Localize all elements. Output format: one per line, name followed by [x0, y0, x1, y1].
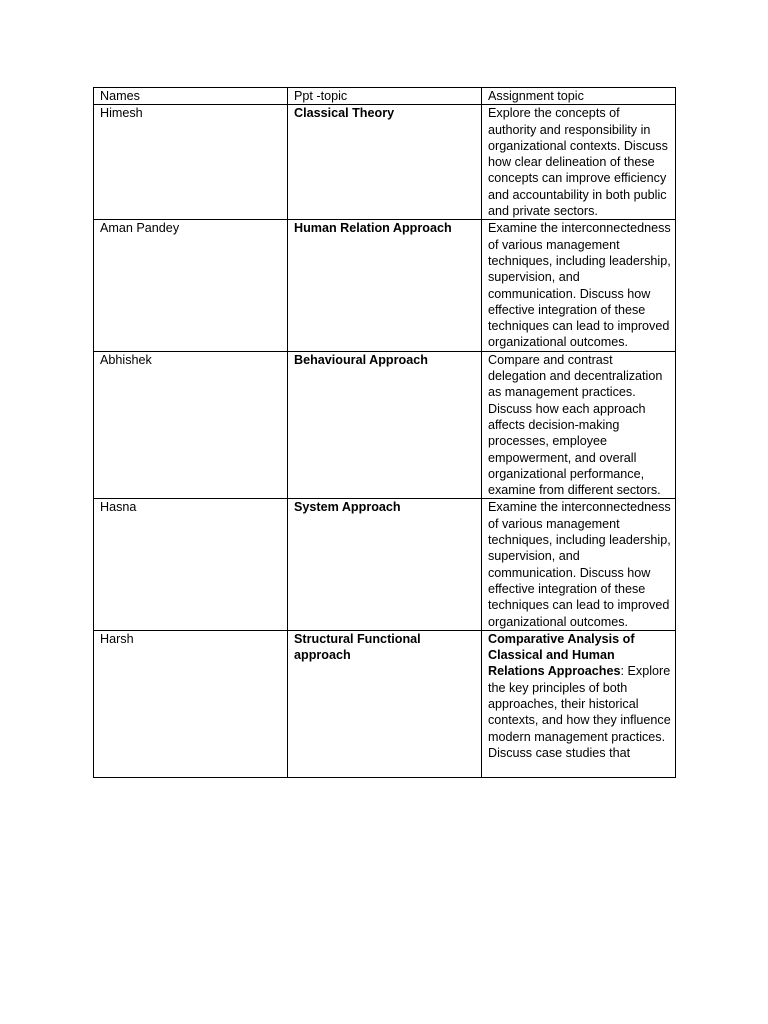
student-name: Aman Pandey — [100, 221, 180, 236]
student-name: Himesh — [100, 106, 143, 121]
name-cell — [94, 499, 288, 630]
assignment-topic-heading: Comparative Analysis of Classical and Human Relations Approaches — [488, 631, 635, 679]
assignment-topic-cell — [482, 105, 676, 220]
name-cell — [94, 220, 288, 351]
student-name: Hasna — [100, 500, 137, 515]
name-cell — [94, 105, 288, 220]
ppt-topic: Classical Theory — [294, 106, 395, 121]
ppt-topic-cell — [288, 499, 482, 630]
ppt-topic-cell — [288, 220, 482, 351]
assignment-topic-cell — [482, 351, 676, 499]
assignment-topic-cell — [482, 220, 676, 351]
ppt-topic-cell — [288, 105, 482, 220]
assignment-topic — [488, 631, 671, 777]
assignment-topic: Examine the interconnectedness of various management techniques, including leadership, supervision, and communication. Discuss how effective integration of these techniques can lead to improved organizational outcomes. — [488, 500, 671, 629]
table-header-row — [94, 88, 676, 105]
name-cell — [94, 351, 288, 499]
table-row — [94, 220, 676, 351]
header-assignment-topic — [482, 88, 676, 105]
table-row — [94, 351, 676, 499]
ppt-topic: Human Relation Approach — [294, 221, 452, 236]
header-assignment-topic-text: Assignment topic — [488, 89, 584, 103]
assignment-table — [93, 87, 676, 778]
ppt-topic: System Approach — [294, 500, 401, 515]
assignment-topic-cell — [482, 630, 676, 777]
assignment-topic: Examine the interconnectedness of various management techniques, including leadership, supervision, and communication. Discuss how effective integration of these techniques can lead to improved organizational outcomes. — [488, 221, 671, 350]
table-row — [94, 499, 676, 630]
assignment-topic-body: : Explore the key principles of both approaches, their historical contexts, and how they influence modern management practices. Discuss case studies that — [488, 664, 671, 760]
table-row — [94, 105, 676, 220]
ppt-topic-cell — [288, 351, 482, 499]
name-cell — [94, 630, 288, 777]
student-name: Abhishek — [100, 352, 152, 367]
student-name: Harsh — [100, 631, 134, 646]
header-ppt-topic-text: Ppt -topic — [294, 89, 348, 103]
header-names-text: Names — [100, 89, 140, 103]
assignment-topic: Explore the concepts of authority and responsibility in organizational contexts. Discuss how clear delineation of these concepts can improve efficiency and accountability in both public and private sectors. — [488, 106, 668, 219]
assignment-topic: Compare and contrast delegation and decentralization as management practices. Discuss how each approach affects decision-making processes, employee empowerment, and overall organizational performance, examine from different sectors. — [488, 352, 663, 498]
header-ppt-topic — [288, 88, 482, 105]
table-row — [94, 630, 676, 777]
header-names — [94, 88, 288, 105]
ppt-topic: Behavioural Approach — [294, 352, 428, 367]
ppt-topic: Structural Functional approach — [294, 631, 421, 663]
assignment-topic-cell — [482, 499, 676, 630]
ppt-topic-cell — [288, 630, 482, 777]
